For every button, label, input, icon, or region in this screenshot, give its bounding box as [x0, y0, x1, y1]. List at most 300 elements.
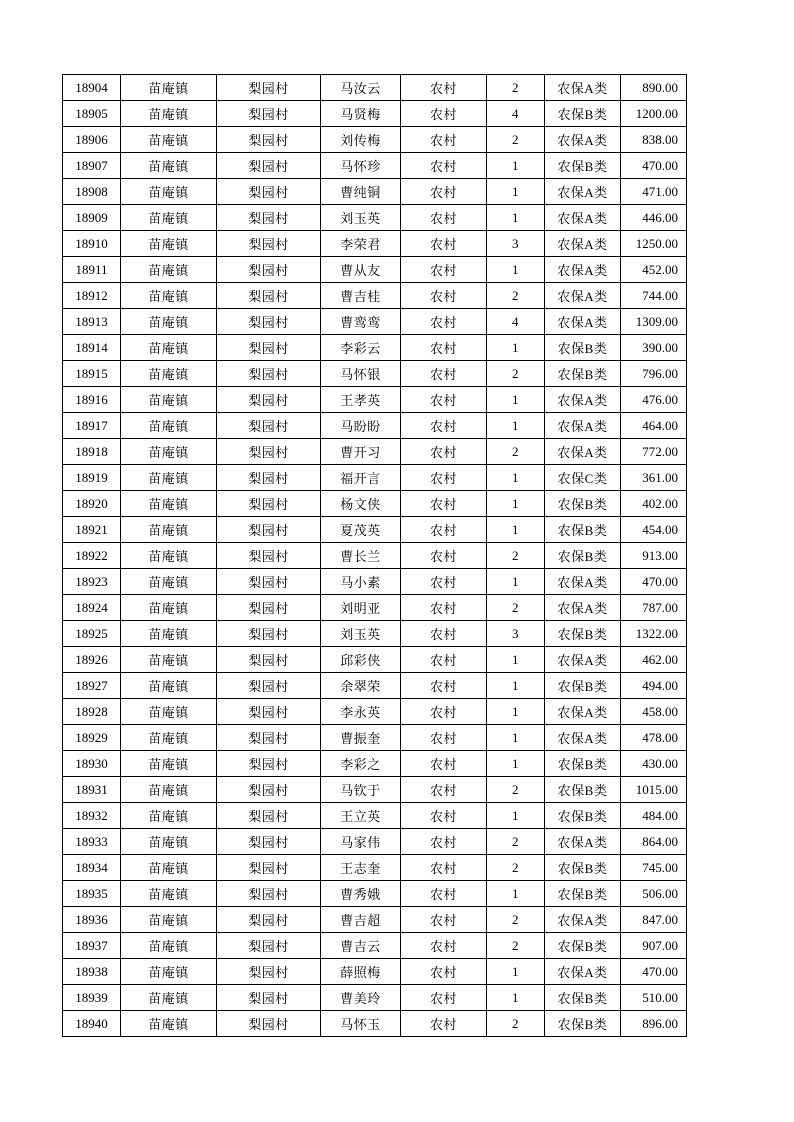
- cell-amount: 847.00: [621, 907, 687, 933]
- table-row: [63, 855, 687, 881]
- cell-town: 苗庵镇: [121, 543, 217, 569]
- cell-village: 梨园村: [217, 335, 321, 361]
- cell-id: 18940: [63, 1011, 121, 1037]
- cell-count: 1: [487, 257, 545, 283]
- cell-count: 2: [487, 361, 545, 387]
- cell-amount: 478.00: [621, 725, 687, 751]
- cell-village: 梨园村: [217, 803, 321, 829]
- cell-town: 苗庵镇: [121, 595, 217, 621]
- cell-name: 李彩之: [321, 751, 401, 777]
- cell-amount: 484.00: [621, 803, 687, 829]
- cell-count: 1: [487, 647, 545, 673]
- cell-amount: 506.00: [621, 881, 687, 907]
- cell-village: 梨园村: [217, 829, 321, 855]
- cell-count: 1: [487, 179, 545, 205]
- cell-count: 1: [487, 205, 545, 231]
- cell-amount: 913.00: [621, 543, 687, 569]
- cell-village: 梨园村: [217, 985, 321, 1011]
- table-row: [63, 803, 687, 829]
- cell-town: 苗庵镇: [121, 205, 217, 231]
- cell-count: 1: [487, 465, 545, 491]
- cell-category: 农保B类: [545, 985, 621, 1011]
- cell-area_type: 农村: [401, 387, 487, 413]
- cell-village: 梨园村: [217, 361, 321, 387]
- cell-name: 杨文侠: [321, 491, 401, 517]
- cell-count: 3: [487, 621, 545, 647]
- cell-area_type: 农村: [401, 205, 487, 231]
- cell-category: 农保A类: [545, 647, 621, 673]
- table-row: [63, 231, 687, 257]
- cell-count: 2: [487, 439, 545, 465]
- cell-amount: 454.00: [621, 517, 687, 543]
- cell-id: 18913: [63, 309, 121, 335]
- cell-town: 苗庵镇: [121, 387, 217, 413]
- cell-count: 1: [487, 985, 545, 1011]
- cell-id: 18922: [63, 543, 121, 569]
- cell-name: 曹振奎: [321, 725, 401, 751]
- cell-town: 苗庵镇: [121, 517, 217, 543]
- cell-town: 苗庵镇: [121, 491, 217, 517]
- cell-category: 农保A类: [545, 257, 621, 283]
- cell-village: 梨园村: [217, 725, 321, 751]
- table-row: [63, 413, 687, 439]
- cell-village: 梨园村: [217, 673, 321, 699]
- cell-amount: 452.00: [621, 257, 687, 283]
- table-row: [63, 517, 687, 543]
- cell-count: 1: [487, 569, 545, 595]
- cell-id: 18921: [63, 517, 121, 543]
- cell-town: 苗庵镇: [121, 569, 217, 595]
- cell-count: 1: [487, 959, 545, 985]
- cell-amount: 470.00: [621, 959, 687, 985]
- cell-village: 梨园村: [217, 205, 321, 231]
- cell-town: 苗庵镇: [121, 933, 217, 959]
- cell-area_type: 农村: [401, 309, 487, 335]
- cell-amount: 907.00: [621, 933, 687, 959]
- cell-category: 农保A类: [545, 595, 621, 621]
- cell-town: 苗庵镇: [121, 439, 217, 465]
- cell-category: 农保B类: [545, 517, 621, 543]
- cell-count: 2: [487, 595, 545, 621]
- cell-town: 苗庵镇: [121, 803, 217, 829]
- cell-name: 马钦于: [321, 777, 401, 803]
- cell-town: 苗庵镇: [121, 361, 217, 387]
- cell-village: 梨园村: [217, 101, 321, 127]
- cell-name: 曹美玲: [321, 985, 401, 1011]
- table-row: [63, 829, 687, 855]
- cell-village: 梨园村: [217, 751, 321, 777]
- cell-name: 曹纯铜: [321, 179, 401, 205]
- cell-amount: 896.00: [621, 1011, 687, 1037]
- cell-village: 梨园村: [217, 257, 321, 283]
- cell-area_type: 农村: [401, 751, 487, 777]
- cell-area_type: 农村: [401, 595, 487, 621]
- cell-count: 1: [487, 335, 545, 361]
- cell-amount: 1015.00: [621, 777, 687, 803]
- table-body: [63, 75, 687, 1037]
- cell-category: 农保C类: [545, 465, 621, 491]
- table-row: [63, 569, 687, 595]
- cell-name: 李荣君: [321, 231, 401, 257]
- cell-town: 苗庵镇: [121, 881, 217, 907]
- cell-id: 18912: [63, 283, 121, 309]
- cell-id: 18936: [63, 907, 121, 933]
- cell-village: 梨园村: [217, 283, 321, 309]
- cell-name: 曹鸾鸾: [321, 309, 401, 335]
- cell-category: 农保B类: [545, 673, 621, 699]
- cell-id: 18931: [63, 777, 121, 803]
- cell-town: 苗庵镇: [121, 75, 217, 101]
- cell-area_type: 农村: [401, 725, 487, 751]
- table-row: [63, 907, 687, 933]
- cell-name: 李永英: [321, 699, 401, 725]
- cell-count: 1: [487, 153, 545, 179]
- cell-town: 苗庵镇: [121, 985, 217, 1011]
- cell-name: 马小素: [321, 569, 401, 595]
- cell-area_type: 农村: [401, 569, 487, 595]
- cell-village: 梨园村: [217, 231, 321, 257]
- cell-name: 曹秀娥: [321, 881, 401, 907]
- cell-id: 18907: [63, 153, 121, 179]
- cell-village: 梨园村: [217, 699, 321, 725]
- cell-category: 农保A类: [545, 309, 621, 335]
- cell-count: 1: [487, 725, 545, 751]
- cell-area_type: 农村: [401, 335, 487, 361]
- cell-town: 苗庵镇: [121, 153, 217, 179]
- cell-category: 农保A类: [545, 387, 621, 413]
- table-row: [63, 673, 687, 699]
- table-row: [63, 725, 687, 751]
- cell-name: 余翠荣: [321, 673, 401, 699]
- table-row: [63, 543, 687, 569]
- cell-amount: 458.00: [621, 699, 687, 725]
- table-row: [63, 881, 687, 907]
- cell-town: 苗庵镇: [121, 413, 217, 439]
- cell-amount: 476.00: [621, 387, 687, 413]
- cell-village: 梨园村: [217, 933, 321, 959]
- cell-amount: 1322.00: [621, 621, 687, 647]
- cell-area_type: 农村: [401, 543, 487, 569]
- table-row: [63, 101, 687, 127]
- cell-name: 刘明亚: [321, 595, 401, 621]
- cell-amount: 772.00: [621, 439, 687, 465]
- cell-area_type: 农村: [401, 153, 487, 179]
- cell-count: 2: [487, 283, 545, 309]
- cell-town: 苗庵镇: [121, 179, 217, 205]
- cell-count: 1: [487, 699, 545, 725]
- table-row: [63, 1011, 687, 1037]
- cell-count: 2: [487, 829, 545, 855]
- cell-category: 农保B类: [545, 881, 621, 907]
- cell-category: 农保A类: [545, 205, 621, 231]
- table-row: [63, 933, 687, 959]
- cell-town: 苗庵镇: [121, 725, 217, 751]
- cell-area_type: 农村: [401, 907, 487, 933]
- cell-area_type: 农村: [401, 777, 487, 803]
- table-row: [63, 309, 687, 335]
- cell-id: 18925: [63, 621, 121, 647]
- cell-amount: 494.00: [621, 673, 687, 699]
- cell-count: 2: [487, 1011, 545, 1037]
- cell-category: 农保A类: [545, 75, 621, 101]
- cell-category: 农保A类: [545, 829, 621, 855]
- cell-name: 福开言: [321, 465, 401, 491]
- cell-town: 苗庵镇: [121, 257, 217, 283]
- cell-town: 苗庵镇: [121, 751, 217, 777]
- cell-village: 梨园村: [217, 647, 321, 673]
- cell-amount: 787.00: [621, 595, 687, 621]
- cell-id: 18923: [63, 569, 121, 595]
- cell-area_type: 农村: [401, 621, 487, 647]
- cell-name: 李彩云: [321, 335, 401, 361]
- cell-id: 18926: [63, 647, 121, 673]
- cell-category: 农保B类: [545, 543, 621, 569]
- cell-category: 农保A类: [545, 413, 621, 439]
- cell-town: 苗庵镇: [121, 1011, 217, 1037]
- cell-village: 梨园村: [217, 491, 321, 517]
- cell-area_type: 农村: [401, 647, 487, 673]
- cell-name: 曹长兰: [321, 543, 401, 569]
- cell-category: 农保A类: [545, 179, 621, 205]
- cell-area_type: 农村: [401, 673, 487, 699]
- table-row: [63, 127, 687, 153]
- cell-town: 苗庵镇: [121, 699, 217, 725]
- table-row: [63, 699, 687, 725]
- cell-village: 梨园村: [217, 855, 321, 881]
- cell-town: 苗庵镇: [121, 101, 217, 127]
- cell-amount: 361.00: [621, 465, 687, 491]
- cell-village: 梨园村: [217, 413, 321, 439]
- cell-name: 马怀银: [321, 361, 401, 387]
- cell-name: 王孝英: [321, 387, 401, 413]
- cell-count: 2: [487, 777, 545, 803]
- cell-village: 梨园村: [217, 1011, 321, 1037]
- cell-town: 苗庵镇: [121, 855, 217, 881]
- cell-area_type: 农村: [401, 127, 487, 153]
- cell-area_type: 农村: [401, 491, 487, 517]
- cell-area_type: 农村: [401, 361, 487, 387]
- cell-amount: 1250.00: [621, 231, 687, 257]
- cell-name: 马贤梅: [321, 101, 401, 127]
- cell-town: 苗庵镇: [121, 673, 217, 699]
- cell-town: 苗庵镇: [121, 829, 217, 855]
- cell-village: 梨园村: [217, 569, 321, 595]
- cell-category: 农保A类: [545, 569, 621, 595]
- cell-town: 苗庵镇: [121, 283, 217, 309]
- cell-count: 1: [487, 413, 545, 439]
- cell-amount: 745.00: [621, 855, 687, 881]
- table-row: [63, 153, 687, 179]
- cell-village: 梨园村: [217, 595, 321, 621]
- table-row: [63, 283, 687, 309]
- cell-area_type: 农村: [401, 439, 487, 465]
- cell-count: 2: [487, 855, 545, 881]
- cell-village: 梨园村: [217, 387, 321, 413]
- table-row: [63, 777, 687, 803]
- table-row: [63, 361, 687, 387]
- cell-town: 苗庵镇: [121, 231, 217, 257]
- cell-id: 18917: [63, 413, 121, 439]
- table-row: [63, 595, 687, 621]
- cell-count: 2: [487, 933, 545, 959]
- cell-amount: 462.00: [621, 647, 687, 673]
- table-row: [63, 465, 687, 491]
- cell-id: 18909: [63, 205, 121, 231]
- cell-id: 18938: [63, 959, 121, 985]
- cell-name: 曹从友: [321, 257, 401, 283]
- cell-amount: 796.00: [621, 361, 687, 387]
- table-row: [63, 439, 687, 465]
- cell-count: 1: [487, 881, 545, 907]
- cell-count: 1: [487, 491, 545, 517]
- cell-id: 18904: [63, 75, 121, 101]
- cell-amount: 744.00: [621, 283, 687, 309]
- cell-count: 2: [487, 127, 545, 153]
- table-row: [63, 491, 687, 517]
- cell-town: 苗庵镇: [121, 335, 217, 361]
- cell-area_type: 农村: [401, 699, 487, 725]
- cell-village: 梨园村: [217, 439, 321, 465]
- cell-area_type: 农村: [401, 179, 487, 205]
- cell-count: 4: [487, 309, 545, 335]
- table-row: [63, 75, 687, 101]
- cell-count: 4: [487, 101, 545, 127]
- cell-category: 农保B类: [545, 803, 621, 829]
- cell-village: 梨园村: [217, 517, 321, 543]
- cell-id: 18911: [63, 257, 121, 283]
- cell-name: 王志奎: [321, 855, 401, 881]
- cell-id: 18933: [63, 829, 121, 855]
- cell-village: 梨园村: [217, 777, 321, 803]
- cell-amount: 890.00: [621, 75, 687, 101]
- cell-name: 刘玉英: [321, 621, 401, 647]
- cell-id: 18937: [63, 933, 121, 959]
- cell-name: 马家伟: [321, 829, 401, 855]
- table-row: [63, 205, 687, 231]
- cell-count: 1: [487, 673, 545, 699]
- cell-id: 18905: [63, 101, 121, 127]
- cell-category: 农保B类: [545, 777, 621, 803]
- cell-category: 农保B类: [545, 101, 621, 127]
- cell-name: 马汝云: [321, 75, 401, 101]
- cell-village: 梨园村: [217, 309, 321, 335]
- cell-name: 夏茂英: [321, 517, 401, 543]
- table-row: [63, 335, 687, 361]
- cell-id: 18906: [63, 127, 121, 153]
- cell-category: 农保B类: [545, 1011, 621, 1037]
- cell-village: 梨园村: [217, 543, 321, 569]
- cell-category: 农保B类: [545, 933, 621, 959]
- cell-count: 2: [487, 907, 545, 933]
- cell-category: 农保B类: [545, 335, 621, 361]
- table-row: [63, 751, 687, 777]
- cell-category: 农保B类: [545, 491, 621, 517]
- cell-name: 刘传梅: [321, 127, 401, 153]
- cell-amount: 430.00: [621, 751, 687, 777]
- cell-area_type: 农村: [401, 881, 487, 907]
- cell-name: 邱彩侠: [321, 647, 401, 673]
- cell-town: 苗庵镇: [121, 465, 217, 491]
- cell-id: 18908: [63, 179, 121, 205]
- cell-category: 农保A类: [545, 127, 621, 153]
- table-row: [63, 985, 687, 1011]
- cell-area_type: 农村: [401, 855, 487, 881]
- cell-id: 18910: [63, 231, 121, 257]
- cell-id: 18934: [63, 855, 121, 881]
- cell-category: 农保A类: [545, 725, 621, 751]
- cell-village: 梨园村: [217, 153, 321, 179]
- cell-town: 苗庵镇: [121, 907, 217, 933]
- cell-category: 农保B类: [545, 153, 621, 179]
- table-row: [63, 257, 687, 283]
- cell-id: 18919: [63, 465, 121, 491]
- cell-amount: 1200.00: [621, 101, 687, 127]
- cell-village: 梨园村: [217, 465, 321, 491]
- cell-area_type: 农村: [401, 413, 487, 439]
- cell-area_type: 农村: [401, 257, 487, 283]
- cell-area_type: 农村: [401, 985, 487, 1011]
- cell-id: 18914: [63, 335, 121, 361]
- cell-amount: 464.00: [621, 413, 687, 439]
- cell-id: 18935: [63, 881, 121, 907]
- cell-category: 农保A类: [545, 439, 621, 465]
- cell-amount: 446.00: [621, 205, 687, 231]
- cell-category: 农保B类: [545, 361, 621, 387]
- cell-count: 3: [487, 231, 545, 257]
- cell-town: 苗庵镇: [121, 127, 217, 153]
- cell-name: 马怀玉: [321, 1011, 401, 1037]
- cell-village: 梨园村: [217, 179, 321, 205]
- cell-area_type: 农村: [401, 829, 487, 855]
- cell-village: 梨园村: [217, 75, 321, 101]
- cell-category: 农保A类: [545, 959, 621, 985]
- cell-area_type: 农村: [401, 517, 487, 543]
- cell-name: 曹开习: [321, 439, 401, 465]
- cell-category: 农保A类: [545, 907, 621, 933]
- cell-town: 苗庵镇: [121, 959, 217, 985]
- cell-name: 曹吉超: [321, 907, 401, 933]
- cell-id: 18939: [63, 985, 121, 1011]
- cell-area_type: 农村: [401, 959, 487, 985]
- cell-category: 农保A类: [545, 699, 621, 725]
- table-row: [63, 959, 687, 985]
- cell-area_type: 农村: [401, 803, 487, 829]
- records-table: [62, 74, 687, 1037]
- table-row: [63, 621, 687, 647]
- cell-town: 苗庵镇: [121, 309, 217, 335]
- cell-id: 18932: [63, 803, 121, 829]
- cell-area_type: 农村: [401, 465, 487, 491]
- cell-village: 梨园村: [217, 959, 321, 985]
- cell-category: 农保B类: [545, 751, 621, 777]
- cell-amount: 510.00: [621, 985, 687, 1011]
- cell-id: 18924: [63, 595, 121, 621]
- cell-category: 农保A类: [545, 231, 621, 257]
- cell-area_type: 农村: [401, 101, 487, 127]
- cell-area_type: 农村: [401, 75, 487, 101]
- cell-area_type: 农村: [401, 1011, 487, 1037]
- cell-village: 梨园村: [217, 881, 321, 907]
- cell-name: 马盼盼: [321, 413, 401, 439]
- cell-category: 农保B类: [545, 855, 621, 881]
- cell-area_type: 农村: [401, 933, 487, 959]
- cell-count: 1: [487, 751, 545, 777]
- cell-category: 农保A类: [545, 283, 621, 309]
- cell-count: 2: [487, 543, 545, 569]
- cell-amount: 471.00: [621, 179, 687, 205]
- cell-id: 18929: [63, 725, 121, 751]
- cell-id: 18916: [63, 387, 121, 413]
